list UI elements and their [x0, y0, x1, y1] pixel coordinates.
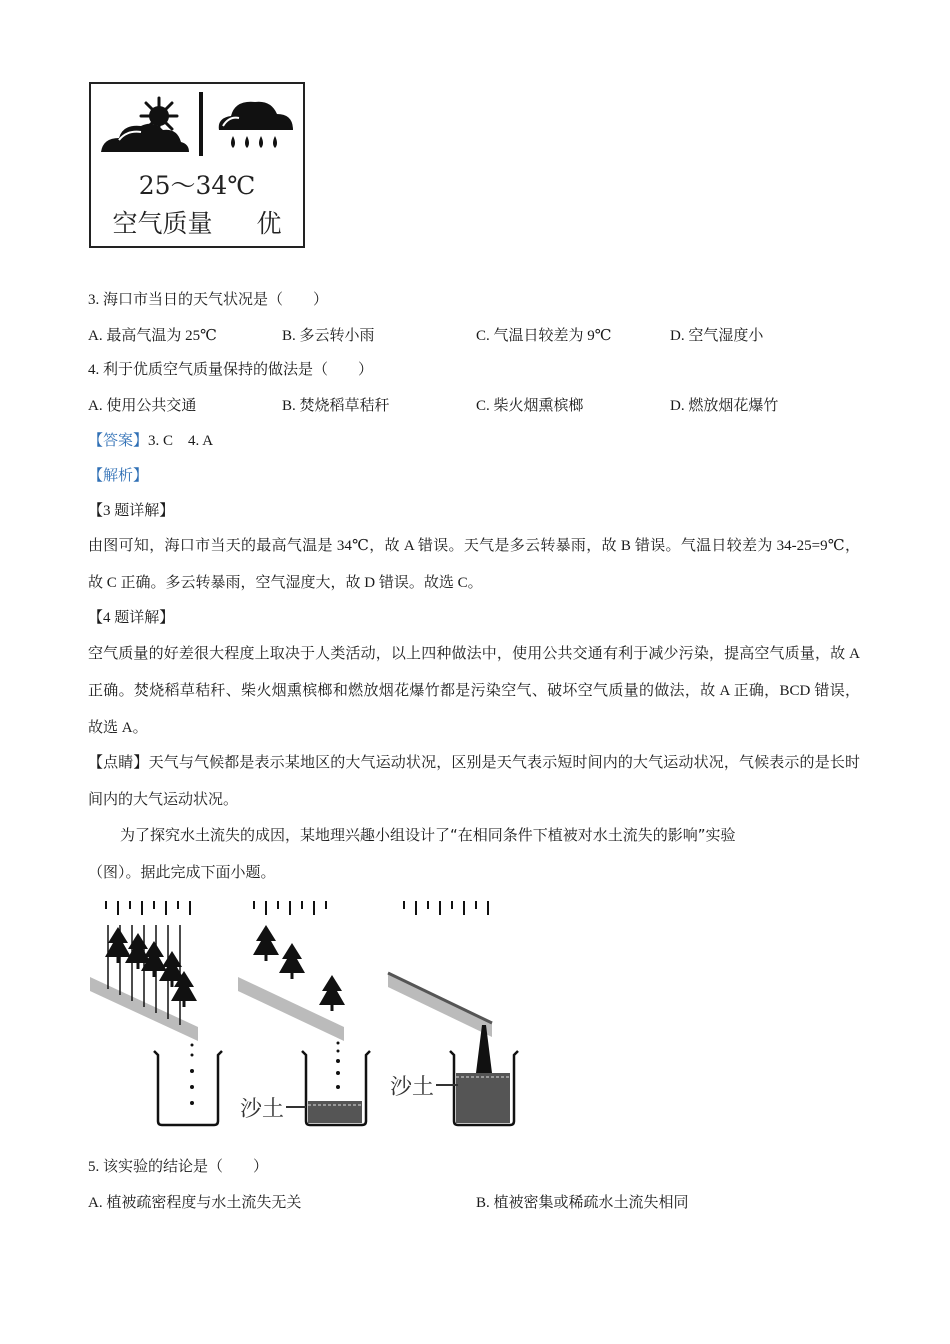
question-5-stem: 5. 该实验的结论是（ ） — [88, 1159, 269, 1175]
air-quality-value: 优 — [256, 209, 282, 238]
detail-4-text: 空气质量的好差很大程度上取决于人类活动，以上四种做法中，使用公共交通有利于减少污染，提高空气质量，故 A 正确。焚烧稻草秸秆、柴火烟熏槟榔和燃放烟花爆竹都是污染空气、破坏空气质量的做法，故 A 正确，BCD 错误，故选 A。 — [88, 646, 860, 736]
q5-option-a: A. 植被疏密程度与水土流失无关 — [88, 1195, 302, 1211]
cloudy-sunny-icon — [97, 94, 193, 158]
q4-option-c: C. 柴火烟熏槟榔 — [476, 398, 584, 414]
sand-label-line-2 — [286, 1106, 306, 1108]
intro-line-1: 为了探究水土流失的成因，某地理兴趣小组设计了“在相同条件下植被对水土流失的影响”实验 — [120, 826, 736, 844]
intro-line-2: （图）。据此完成下面小题。 — [88, 863, 276, 881]
air-quality — [91, 204, 303, 240]
analysis-tag: 【解析】 — [88, 468, 149, 484]
erosion-experiment-figure — [88, 895, 528, 1135]
comment-text: 天气与气候都是表示某地区的大气运动状况，区别是天气表示短时间内的大气运动状况，气候表示的是长时间内的大气运动状况。 — [88, 755, 860, 808]
q3-option-c: C. 气温日较差为 9℃ — [476, 328, 612, 344]
q4-option-b: B. 焚烧稻草秸秆 — [282, 398, 390, 414]
detail-3-text: 由图可知，海口市当天的最高气温是 34℃，故 A 错误。天气是多云转暴雨，故 B 错误。气温日较差为 34-25=9℃，故 C 正确。多云转暴雨，空气湿度大，故 D 错误。故选 C。 — [88, 538, 860, 591]
q3-option-d: D. 空气湿度小 — [670, 328, 764, 344]
sand-label-setup-3: 沙土 — [390, 1075, 435, 1100]
q4-option-a: A. 使用公共交通 — [88, 398, 197, 414]
divider — [199, 92, 203, 156]
question-3-stem: 3. 海口市当日的天气状况是（ ） — [88, 292, 329, 308]
detail-3-tag: 【3 题详解】 — [88, 503, 175, 519]
answer-text: 3. C 4. A — [148, 433, 214, 449]
air-quality-label: 空气质量 — [112, 209, 213, 238]
sand-label-line-3 — [436, 1084, 458, 1086]
q5-option-b: B. 植被密集或稀疏水土流失相同 — [476, 1195, 689, 1211]
q4-option-d: D. 燃放烟花爆竹 — [670, 398, 779, 414]
rain-icon — [213, 96, 297, 158]
detail-4-tag: 【4 题详解】 — [88, 610, 175, 626]
question-4-stem: 4. 利于优质空气质量保持的做法是（ ） — [88, 362, 374, 378]
temperature-range: 25～34℃ — [138, 171, 256, 200]
answer-tag: 【答案】 — [88, 433, 149, 449]
setup-dense-vegetation — [90, 901, 222, 1125]
answer-line — [88, 431, 213, 451]
weather-card — [89, 82, 305, 248]
comment-block — [88, 745, 860, 819]
sand-label-setup-2: 沙土 — [240, 1097, 285, 1122]
q3-option-a: A. 最高气温为 25℃ — [88, 328, 217, 344]
comment-tag: 【点睛】 — [88, 755, 149, 771]
q3-option-b: B. 多云转小雨 — [282, 328, 375, 344]
